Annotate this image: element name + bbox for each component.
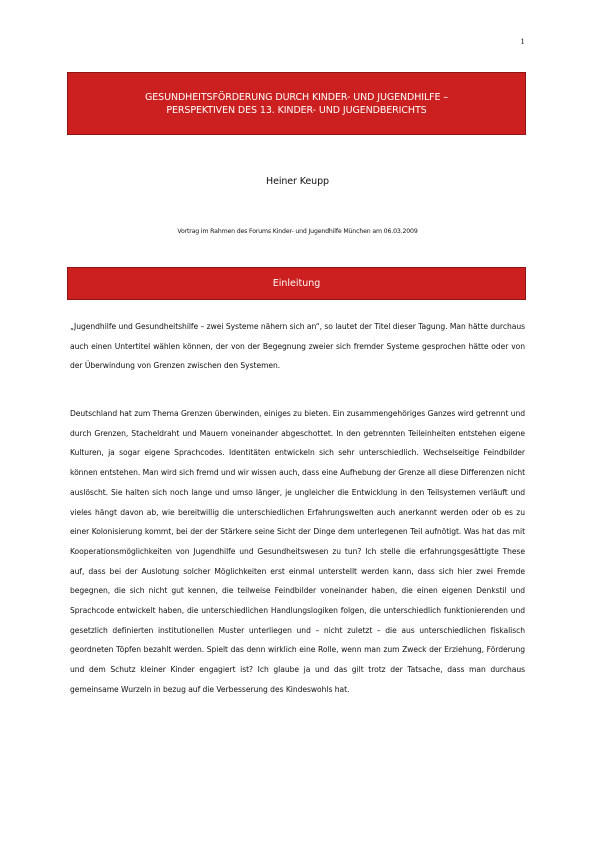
author-name: Heiner Keupp <box>266 176 329 187</box>
title-line-2: PERSPEKTIVEN DES 13. KINDER- UND JUGENDBERICHTS <box>166 104 427 116</box>
section-heading-banner <box>67 267 526 300</box>
title-line-1: GESUNDHEITSFÖRDERUNG DURCH KINDER- UND JUGENDHILFE – <box>145 91 448 103</box>
body-paragraph: „Jugendhilfe und Gesundheitshilfe – zwei Systeme nähern sich an“, so lautet der Titel dieser Tagung. Man hätte durchaus auch einen Untertitel wählen können, der von der Begegnung zweier sich fremder Systeme gesprochen hätte oder von der Überwindung von Grenzen zwischen den Systemen. <box>70 322 525 371</box>
title-banner <box>67 72 526 135</box>
body-paragraph: Deutschland hat zum Thema Grenzen überwinden, einiges zu bieten. Ein zusammengehöriges Ganzes wird getrennt und durch Grenzen, Stacheldraht und Mauern voneinander abgeschottet. In den getrennten Teileinheiten entstehen eigene Kulturen, ja sogar eigene Sprachcodes. Identitäten entwickeln sich sehr unterschiedlich. Wechselseitige Feindbilder können entstehen. Man wird sich fremd und wir wissen auch, dass eine Aufhebung der Grenze all diese Differenzen nicht auslöscht. Sie halten sich noch lange und umso länger, je ungleicher die Entwicklung in den Teilsystemen verläuft und vieles hängt davon ab, wie bereitwillig die unterschiedlichen Erfahrungswelten auch anerkannt werden oder ob es zu einer Kolonisierung kommt, bei der der Stärkere seine Sicht der Dinge dem unterlegenen Teil aufnötigt. Was hat das mit Kooperationsmöglichkeiten von Jugendhilfe und Gesundheitswesen zu tun? Ich stelle die erfahrungsgesättigte These auf, dass bei der Auslotung solcher Möglichkeiten erst einmal unterstellt werden kann, dass sich hier zwei Fremde begegnen, die sich nicht gut kennen, die teilweise Feindbilder voneinander haben, die einen eigenen Denkstil und Sprachcode entwickelt haben, die unterschiedlichen Handlungslogiken folgen, die unterschiedlich funktionierenden und gesetzlich definierten institutionellen Muster unterliegen und – nicht zuletzt – die aus unterschiedlichen fiskalisch geordneten Töpfen bezahlt werden. Spielt das denn wirklich eine Rolle, wenn man zum Zweck der Erziehung, Förderung und dem Schutz kleiner Kinder engagiert ist? Ich glaube ja und das gilt trotz der Tatsache, dass man durchaus gemeinsame Wurzeln in bezug auf die Verbesserung des Kindeswohls hat. <box>70 409 526 694</box>
section-heading: Einleitung <box>272 278 321 289</box>
lecture-subtitle: Vortrag im Rahmen des Forums Kinder- und Jugendhilfe München am 06.03.2009 <box>177 228 418 235</box>
page-number: 1 <box>520 38 525 46</box>
